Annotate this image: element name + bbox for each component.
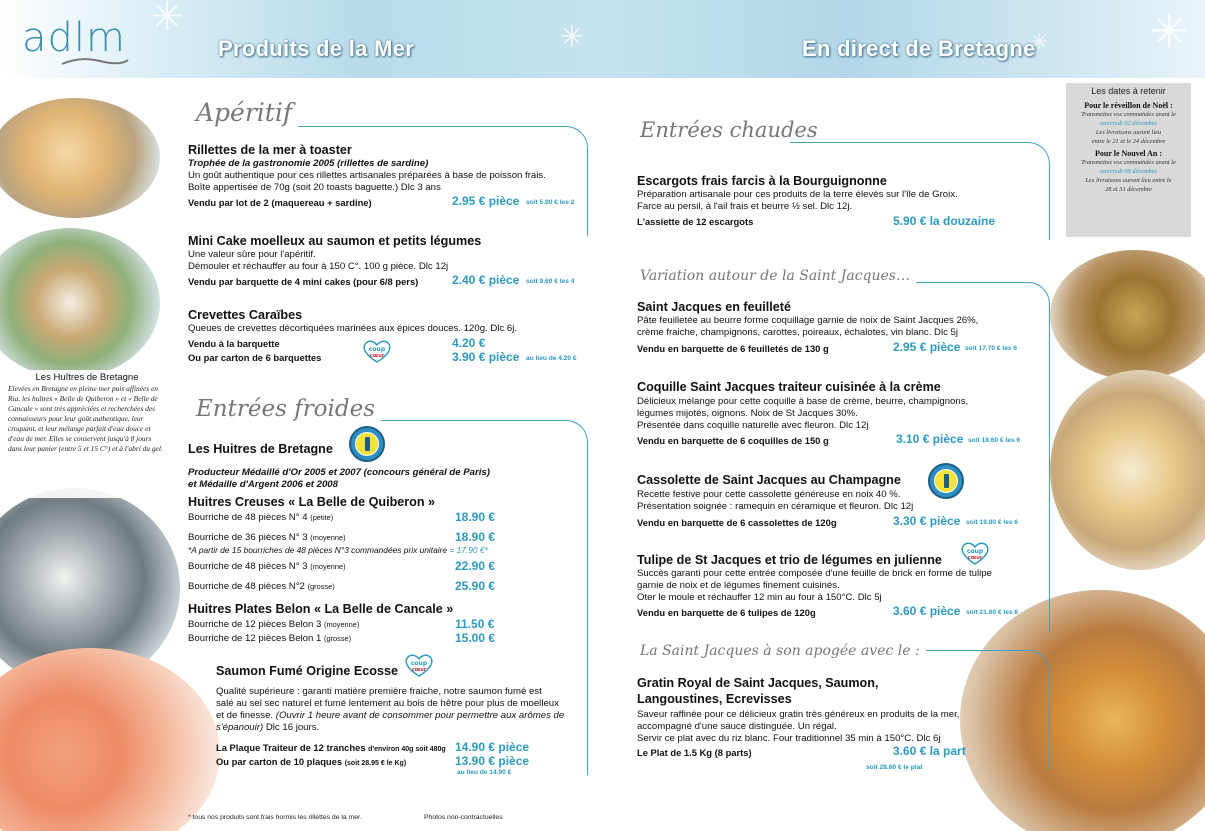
item-price-saumon-1: 14.90 € pièce xyxy=(455,740,530,754)
item-price-minicake: 2.40 € pièce xyxy=(452,273,520,287)
item-title-escargots: Escargots frais farcis à la Bourguignonne xyxy=(637,174,887,188)
dates-an-text: Transmettez vos commandes avant le xyxy=(1081,159,1176,166)
minicake-photo xyxy=(0,228,160,378)
creuses-row-3: Bourriche de 48 pièces N° 3 (moyenne) xyxy=(188,561,346,572)
item-price-tulipe: 3.60 € pièce xyxy=(893,604,961,618)
dates-noel-delivery: Les livraisons auront lieu xyxy=(1095,129,1162,136)
svg-text:coup: coup xyxy=(410,660,428,667)
item-sale-coquille: Vendu en barquette de 6 coquilles de 150 g xyxy=(637,435,829,446)
item-desc-cassolette-1: Recette festive pour cette cassolette généreuse en noix 40 %. xyxy=(637,489,901,500)
item-desc-escargots-1: Préparation artisanale pour ces produits de la terre élevés sur l'île de Groix. xyxy=(637,189,958,200)
creuses-row-2: Bourriche de 36 pièces N° 3 (moyenne) xyxy=(188,532,346,543)
item-desc-rillettes-1: Un goût authentique pour ces rillettes artisanales préparées à base de poisson frais. xyxy=(188,170,546,181)
item-title-gratin-1: Gratin Royal de Saint Jacques, Saumon, xyxy=(637,676,879,690)
item-price-note-crevettes: au lieu de 4.20 € xyxy=(526,355,577,362)
item-subtitle-rillettes: Trophée de la gastronomie 2005 (rillettes de sardine) xyxy=(188,158,429,169)
snowflake-icon: ✳ xyxy=(1030,30,1049,55)
item-price-note-feuillete: soit 17.70 € les 6 xyxy=(965,345,1018,352)
oysters-info-box xyxy=(4,370,170,498)
creuses-row-4: Bourriche de 48 pièces N°2 (grosse) xyxy=(188,581,335,592)
svg-text:cœur: cœur xyxy=(967,555,983,561)
rillettes-photo xyxy=(0,98,160,218)
item-desc-coquille-2: légumes mijotés, oignons. Noix de St Jacques 30%. xyxy=(637,408,858,419)
escargots-photo xyxy=(1050,250,1205,380)
coup-de-coeur-icon xyxy=(360,338,394,364)
item-desc-tulipe-3: Oter le moule et réchauffer 12 min au four à 150°C. Dlc 5j xyxy=(637,592,882,603)
producteur-medal-icon xyxy=(928,463,964,499)
section-heading-apogee: La Saint Jacques à son apogée avec le : xyxy=(640,643,926,659)
item-price-note-gratin: soit 28.80 € le plat xyxy=(866,764,923,771)
oysters-info-body: Elevées en Bretagne en pleine mer puis affinées en Ria, les huîtres « Belle de Quiberon » et « Belle de Cancale » sont très appréciées et recherchées des connaisseurs pour leur goût authentique, leur croquant, et leur mélange parfait d'eau douce et d'eau de mer. Elles se conservent jusqu'à 8 jours dans leur panier (entre 5 et 15 C°) et à l'abri du gel. xyxy=(8,384,163,453)
scallops-photo xyxy=(1050,370,1205,570)
item-title-saumon: Saumon Fumé Origine Ecosse xyxy=(216,664,398,678)
dates-noel-text: Transmettez vos commandes avant le xyxy=(1081,111,1176,118)
item-title-rillettes: Rillettes de la mer à toaster xyxy=(188,143,352,157)
item-desc-gratin-1: Saveur raffinée pour ce délicieux gratin très généreux en produits de la mer, xyxy=(637,709,960,720)
item-title-coquille: Coquille Saint Jacques traiteur cuisinée à la crème xyxy=(637,380,941,394)
logo-swoosh-icon xyxy=(60,54,130,68)
item-sale-crevettes-1: Vendu à la barquette xyxy=(188,338,280,349)
item-price-note-minicake: soit 9.60 € les 4 xyxy=(526,278,575,285)
oysters-info-title: Les Huîtres de Bretagne xyxy=(35,372,139,383)
huitres-award-2: et Médaille d'Argent 2006 et 2008 xyxy=(188,479,338,490)
item-title-crevettes: Crevettes Caraïbes xyxy=(188,308,303,322)
item-price-saumon-2: 13.90 € pièce xyxy=(455,754,530,768)
item-price-note-cassolette: soit 19.80 € les 6 xyxy=(966,519,1019,526)
dates-noel-delivery-range: entre le 21 et le 24 décembre xyxy=(1091,138,1166,145)
item-desc-tulipe-1: Succès garanti pour cette entrée composée d'une feuille de brick en forme de tulipe xyxy=(637,568,992,579)
item-price-note-tulipe: soit 21.60 € les 6 xyxy=(966,609,1019,616)
item-desc-feuillete-1: Pâte feuilletée au beurre forme coquillage garnie de noix de Saint Jacques 26%, xyxy=(637,315,979,326)
item-title-feuillete: Saint Jacques en feuilleté xyxy=(637,300,791,314)
dates-box xyxy=(1066,83,1191,237)
item-desc-gratin-3: Servir ce plat avec du riz blanc. Four traditionnel 35 min à 150°C. Dlc 6j xyxy=(637,733,941,744)
item-sale-crevettes-2: Ou par carton de 6 barquettes xyxy=(188,352,322,363)
item-desc-gratin-2: accompagné d'une sauce distinguée. Un régal. xyxy=(637,721,837,732)
salmon-photo xyxy=(0,648,220,831)
item-price-feuillete: 2.95 € pièce xyxy=(893,340,961,354)
item-price-note-saumon: au lieu de 14.90 € xyxy=(457,769,512,776)
item-title-huitres-plates: Huitres Plates Belon « La Belle de Cancale » xyxy=(188,602,454,616)
item-title-huitres-creuses: Huitres Creuses « La Belle de Quiberon » xyxy=(188,495,436,509)
item-desc-feuillete-2: crème fraiche, champignons, carottes, poireaux, échalotes, vin blanc. Dlc 5j xyxy=(637,327,959,338)
coup-de-coeur-icon xyxy=(958,540,992,566)
item-desc-saumon-4: s'épanouir) Dlc 16 jours. xyxy=(216,722,320,733)
item-desc-cassolette-2: Présentation soignée : ramequin en céramique et fleuron. Dlc 12j xyxy=(637,501,914,512)
item-price-note-rillettes: soit 5.90 € les 2 xyxy=(526,199,575,206)
item-price-gratin: 3.60 € la part xyxy=(893,744,966,758)
item-title-tulipe: Tulipe de St Jacques et trio de légumes en julienne xyxy=(637,553,942,567)
item-sale-saumon-2: Ou par carton de 10 plaques (soit 28.95 € le Kg) xyxy=(216,756,407,767)
item-price-note-coquille: soit 18.60 € les 6 xyxy=(968,437,1021,444)
svg-text:coup: coup xyxy=(368,346,386,353)
item-price-crevettes-1: 4.20 € xyxy=(452,336,486,350)
plates-price-2: 15.00 € xyxy=(455,631,496,645)
section-heading-aperitif: Apéritif xyxy=(196,98,298,127)
item-price-coquille: 3.10 € pièce xyxy=(896,432,964,446)
page-title-left: Produits de la Mer xyxy=(218,36,415,61)
item-title-cassolette: Cassolette de Saint Jacques au Champagne xyxy=(637,473,901,487)
item-title-gratin-2: Langoustines, Ecrevisses xyxy=(637,692,792,706)
snowflake-icon: ✳ xyxy=(150,0,184,40)
item-desc-crevettes: Queues de crevettes décortiquées marinées aux épices douces. 120g. Dlc 6j. xyxy=(188,323,518,334)
snowflake-icon: ✳ xyxy=(1150,4,1189,58)
svg-text:cœur: cœur xyxy=(411,667,427,673)
page-title-right: En direct de Bretagne xyxy=(802,36,1036,61)
footer-note: * tous nos produits sont frais hormis les rillettes de la mer. xyxy=(188,814,362,821)
item-price-rillettes: 2.95 € pièce xyxy=(452,194,520,208)
section-heading-entrees-froides: Entrées froides xyxy=(196,396,381,422)
section-heading-saint-jacques: Variation autour de la Saint Jacques… xyxy=(640,268,916,284)
item-desc-minicake-1: Une valeur sûre pour l'apéritif. xyxy=(188,249,316,260)
item-sale-minicake: Vendu par barquette de 4 mini cakes (pour 6/8 pers) xyxy=(188,276,419,287)
item-sale-escargots: L'assiette de 12 escargots xyxy=(637,216,754,227)
producteur-medal-icon xyxy=(349,426,385,462)
item-desc-rillettes-2: Boîte appertisée de 70g (soit 20 toasts baguette.) Dlc 3 ans xyxy=(188,182,441,193)
item-desc-saumon-2: salé au sel sec naturel et fumé lentement au bois de hêtre pour plus de moelleux xyxy=(216,698,559,709)
coup-de-coeur-icon xyxy=(402,652,436,678)
item-desc-escargots-2: Farce au persil, à l'ail frais et beurre ½ sel. Dlc 12j. xyxy=(637,201,853,212)
item-sale-tulipe: Vendu en barquette de 6 tulipes de 120g xyxy=(637,607,816,618)
item-title-minicake: Mini Cake moelleux au saumon et petits légumes xyxy=(188,234,482,248)
item-price-crevettes-2: 3.90 € pièce xyxy=(452,350,520,364)
item-price-cassolette: 3.30 € pièce xyxy=(893,514,961,528)
plates-row-2: Bourriche de 12 pièces Belon 1 (grosse) xyxy=(188,633,352,644)
item-sale-cassolette: Vendu en barquette de 6 cassolettes de 120g xyxy=(637,517,837,528)
creuses-offer: *A partir de 15 bourriches de 48 pièces N°3 commandées prix unitaire = 17.90 €* xyxy=(188,545,488,555)
item-desc-saumon-1: Qualité supérieure : garanti matière première fraiche, notre saumon fumé est xyxy=(216,686,542,697)
dates-an-heading: Pour le Nouvel An : xyxy=(1095,149,1162,158)
item-desc-minicake-2: Démouler et réchauffer au four à 150 C°. 100 g pièce. Dlc 12j xyxy=(188,261,449,272)
footer-photos: Photos non-contractuelles xyxy=(424,814,503,821)
dates-noel-deadline: mercredi 02 décembre xyxy=(1100,120,1157,127)
creuses-price-2: 18.90 € xyxy=(455,530,496,544)
svg-text:coup: coup xyxy=(966,548,984,555)
item-sale-gratin: Le Plat de 1.5 Kg (8 parts) xyxy=(637,747,752,758)
dates-noel-heading: Pour le réveillon de Noël : xyxy=(1084,101,1173,110)
item-title-huitres: Les Huitres de Bretagne xyxy=(188,442,333,456)
dates-an-delivery-range: 28 et 31 décembre xyxy=(1105,186,1152,193)
item-desc-tulipe-2: garnie de noix et de légumes finement cuisinés. xyxy=(637,580,840,591)
creuses-row-1: Bourriche de 48 pièces N° 4 (petite) xyxy=(188,512,334,523)
item-desc-saumon-3: et de finesse. (Ouvrir 1 heure avant de consommer pour permettre aux arômes de xyxy=(216,710,565,721)
item-desc-coquille-1: Délicieux mélange pour cette coquille à base de crème, beurre, champignons, xyxy=(637,396,969,407)
item-price-escargots: 5.90 € la douzaine xyxy=(893,214,996,228)
dates-an-deadline: mercredi 09 décembre xyxy=(1100,168,1157,175)
plates-price-1: 11.50 € xyxy=(455,617,495,631)
snowflake-icon: ✳ xyxy=(560,20,584,53)
huitres-award-1: Producteur Médaillé d'Or 2005 et 2007 (concours général de Paris) xyxy=(188,467,490,478)
item-sale-rillettes: Vendu par lot de 2 (maquereau + sardine) xyxy=(188,197,372,208)
plates-row-1: Bourriche de 12 pièces Belon 3 (moyenne) xyxy=(188,619,360,630)
section-heading-entrees-chaudes: Entrées chaudes xyxy=(640,118,824,142)
creuses-price-1: 18.90 € xyxy=(455,510,496,524)
item-sale-saumon-1: La Plaque Traiteur de 12 tranches d'environ 40g soit 480g xyxy=(216,742,446,753)
dates-title: Les dates à retenir xyxy=(1091,86,1166,96)
svg-text:cœur: cœur xyxy=(369,353,385,359)
creuses-price-3: 22.90 € xyxy=(455,559,496,573)
item-sale-feuillete: Vendu en barquette de 6 feuilletés de 130 g xyxy=(637,343,829,354)
creuses-price-4: 25.90 € xyxy=(455,579,496,593)
brand-logo: adlm xyxy=(22,15,126,61)
item-desc-coquille-3: Présentée dans coquille naturelle avec fleuron. Dlc 12j xyxy=(637,420,869,431)
dates-an-delivery: Les livraisons auront lieu entre le xyxy=(1085,177,1172,184)
